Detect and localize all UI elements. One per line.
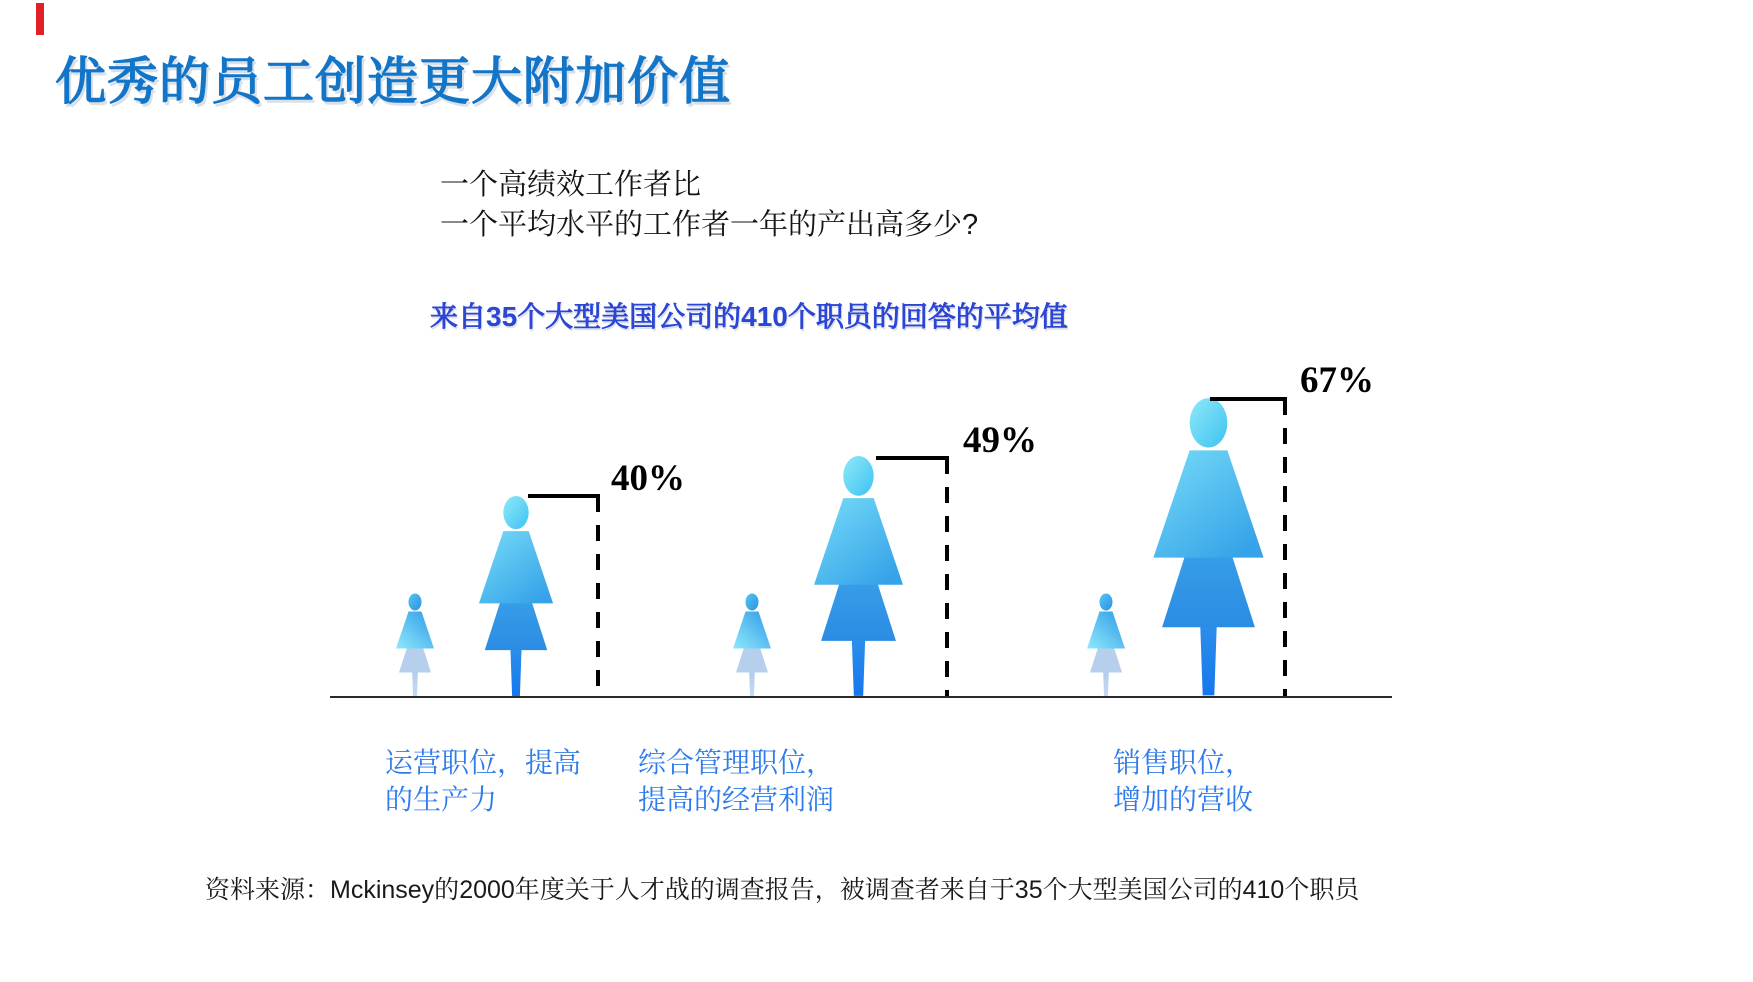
bracket-line-3 [1210,397,1287,401]
value-label-2: 49% [963,420,1037,461]
question-line-2: 一个平均水平的工作者一年的产出高多少? [440,209,979,241]
page-title: 优秀的员工创造更大附加价值 [55,53,732,110]
question-text [440,165,978,245]
dashed-drop-line-1 [596,496,600,697]
chart-baseline [330,696,1392,698]
chart-subtitle: 来自35个大型美国公司的410个职员的回答的平均值 [430,301,1068,332]
question-line-1: 一个高绩效工作者比 [440,169,702,201]
category-label-2: 综合管理职位， 提高的经营利润 [638,747,835,815]
category-label-3: 销售职位， 增加的营收 [1113,747,1254,815]
average-worker-figure-1 [390,593,440,697]
value-label-1: 40% [611,458,685,499]
bracket-line-2 [876,456,949,460]
source-note: 资料来源：Mckinsey的2000年度关于人才战的调查报告，被调查者来自于35个大型美国公司的410个职员 [205,876,1360,904]
category-label-1: 运营职位，提高 的生产力 [385,747,582,815]
dashed-drop-line-2 [945,458,949,697]
average-worker-figure-3 [1081,593,1131,697]
high-performer-figure-3 [1136,398,1281,697]
average-worker-figure-2 [727,593,777,697]
accent-bar [36,3,44,35]
value-label-3: 67% [1300,360,1374,401]
high-performer-figure-2 [800,456,917,697]
dashed-drop-line-3 [1283,399,1287,697]
bracket-line-1 [528,494,600,498]
high-performer-figure-1 [467,496,565,697]
